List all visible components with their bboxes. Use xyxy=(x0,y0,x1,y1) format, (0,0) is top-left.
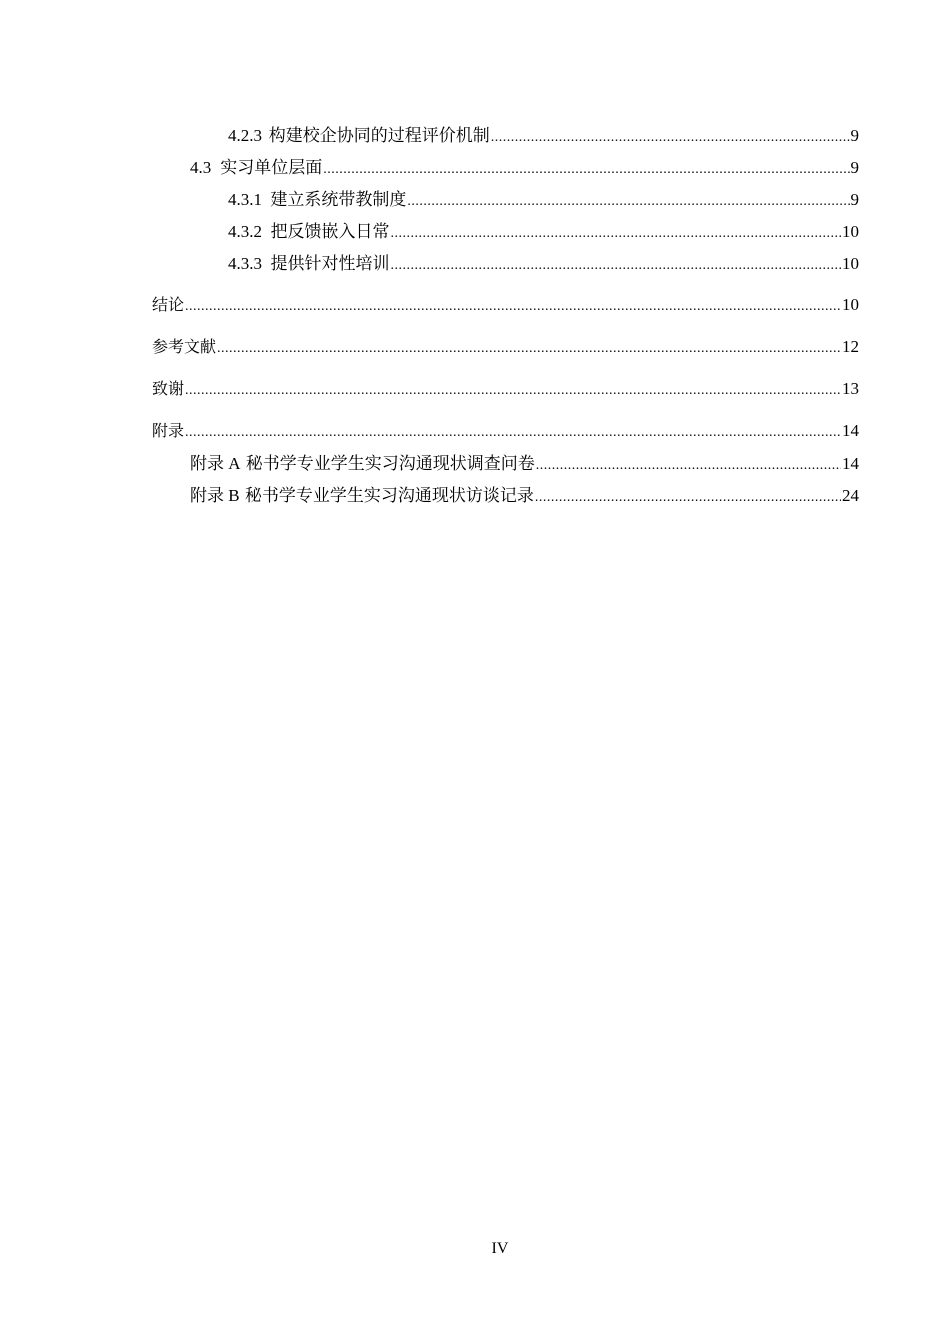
dot-leader xyxy=(185,290,841,324)
toc-entry-title: 建立系统带教制度 xyxy=(270,190,407,209)
table-of-contents xyxy=(152,120,859,512)
toc-entry-page: 24 xyxy=(842,486,859,505)
toc-entry-title: 致谢 xyxy=(152,379,185,398)
dot-leader xyxy=(390,218,841,250)
toc-entry-number: 4.3 xyxy=(190,158,212,177)
toc-entry-page: 14 xyxy=(842,454,859,473)
toc-entry-page: 10 xyxy=(842,295,859,314)
page-footer xyxy=(0,1240,950,1258)
dot-leader xyxy=(217,332,841,366)
toc-entry-title: 构建校企协同的过程评价机制 xyxy=(268,126,490,145)
toc-entry-title: 结论 xyxy=(152,295,185,314)
page-number: IV xyxy=(491,1240,509,1257)
toc-entry[interactable] xyxy=(152,152,859,184)
toc-entry-number: 附录 A xyxy=(190,454,241,473)
toc-entry[interactable] xyxy=(152,248,859,280)
toc-entry-page: 9 xyxy=(850,126,859,145)
dot-leader xyxy=(185,416,841,450)
toc-entry-page: 10 xyxy=(842,254,859,273)
dot-leader xyxy=(491,122,850,154)
toc-entry[interactable] xyxy=(152,372,859,406)
toc-entry[interactable] xyxy=(152,120,859,152)
toc-entry[interactable] xyxy=(152,288,859,322)
toc-entry-title: 附录 xyxy=(152,421,185,440)
toc-entry-title: 秘书学专业学生实习沟通现状访谈记录 xyxy=(244,486,534,505)
toc-entry-title: 实习单位层面 xyxy=(220,158,323,177)
dot-leader xyxy=(536,450,841,482)
toc-entry[interactable] xyxy=(152,184,859,216)
toc-entry[interactable] xyxy=(152,414,859,448)
toc-entry-title: 参考文献 xyxy=(152,337,217,356)
dot-leader xyxy=(323,154,849,186)
toc-entry-page: 9 xyxy=(850,158,859,177)
toc-entry-page: 14 xyxy=(842,421,859,440)
toc-entry-page: 10 xyxy=(842,222,859,241)
toc-entry-number: 4.3.3 xyxy=(228,254,262,273)
toc-entry-number: 4.3.2 xyxy=(228,222,262,241)
toc-entry-page: 12 xyxy=(842,337,859,356)
toc-entry[interactable] xyxy=(152,330,859,364)
toc-entry-title: 提供针对性培训 xyxy=(270,254,390,273)
toc-entry-number: 4.2.3 xyxy=(228,126,262,145)
toc-entry-page: 9 xyxy=(850,190,859,209)
toc-entry[interactable] xyxy=(152,216,859,248)
toc-entry-number: 附录 B xyxy=(190,486,240,505)
toc-entry-number: 4.3.1 xyxy=(228,190,262,209)
dot-leader xyxy=(407,186,849,218)
dot-leader xyxy=(535,482,841,514)
dot-leader xyxy=(185,374,841,408)
toc-entry[interactable] xyxy=(152,480,859,512)
toc-entry-title: 秘书学专业学生实习沟通现状调查问卷 xyxy=(245,454,535,473)
toc-entry-title: 把反馈嵌入日常 xyxy=(270,222,390,241)
toc-entry[interactable] xyxy=(152,448,859,480)
toc-entry-page: 13 xyxy=(842,379,859,398)
dot-leader xyxy=(390,250,841,282)
